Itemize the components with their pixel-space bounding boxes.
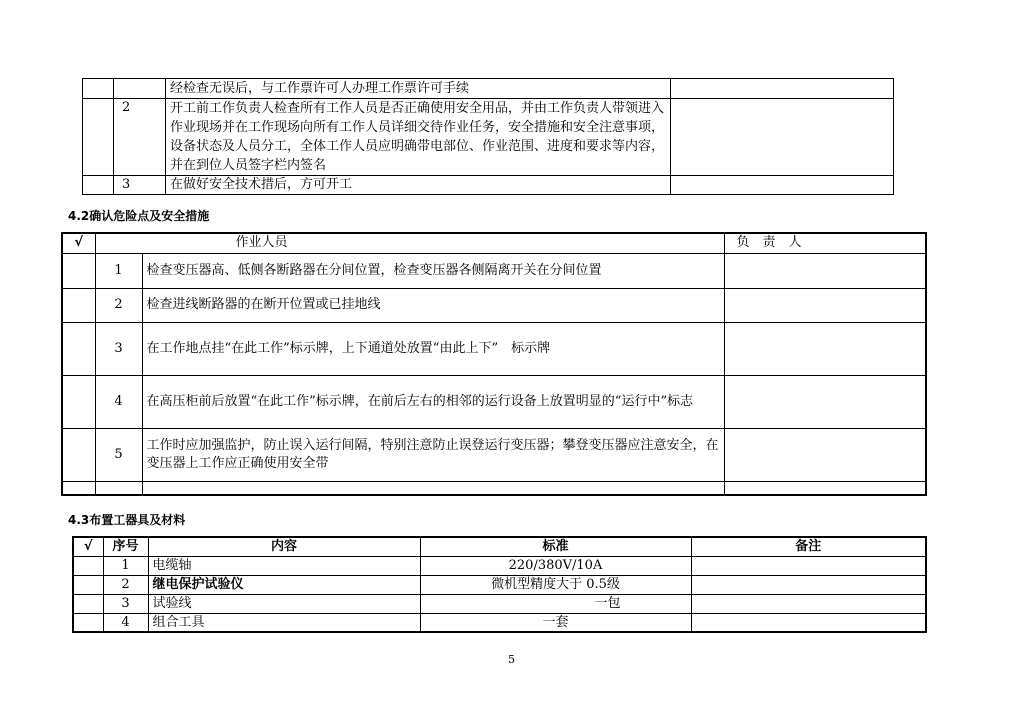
table-row [62,253,926,288]
table-row [73,575,926,594]
check-cell [73,594,103,613]
empty-cell [95,481,142,495]
seq-cell: 4 [103,613,148,632]
standard-cell: 一套 [420,613,691,632]
standard-cell: 220/380V/10A [420,556,691,575]
table-row [62,288,926,322]
content-cell: 组合工具 [148,613,420,632]
content-cell: 电缆轴 [148,556,420,575]
responsible-cell [724,253,926,288]
row-number: 3 [95,322,142,375]
work-procedure-table [82,78,894,195]
table-header-row [62,233,926,253]
check-cell [73,575,103,594]
remark-cell [691,575,926,594]
section-heading-4-3: 4.3布置工器具及材料 [68,513,186,527]
tools-materials-table [72,536,927,633]
check-cell [73,556,103,575]
table-row [73,613,926,632]
empty-cell [724,481,926,495]
empty-cell [142,481,724,495]
table-row [62,428,926,481]
content-cell: 试验线 [148,594,420,613]
section-heading-4-2: 4.2确认危险点及安全措施 [68,209,210,223]
row-number: 2 [114,99,166,176]
row-text: 检查变压器高、低侧各断路器在分间位置，检查变压器各侧隔离开关在分间位置 [142,253,724,288]
standard-header: 标准 [420,537,691,556]
row-number: 2 [95,288,142,322]
table-row [62,322,926,375]
seq-header: 序号 [103,537,148,556]
responsible-header: 负 责 人 [724,233,926,253]
table-row [83,176,894,195]
table-row [62,375,926,428]
row-text: 经检查无误后，与工作票许可人办理工作票许可手续 [166,79,671,99]
row-text: 检查进线断路器的在断开位置或已挂地线 [142,288,724,322]
content-cell: 继电保护试验仪 [148,575,420,594]
row-text: 在做好安全技术措后，方可开工 [166,176,671,195]
row-number: 5 [95,428,142,481]
remark-header: 备注 [691,537,926,556]
check-cell [62,428,95,481]
remark-cell [691,613,926,632]
responsible-cell [724,322,926,375]
check-cell [62,481,95,495]
remark-cell [691,594,926,613]
seq-cell: 1 [103,556,148,575]
check-cell [62,375,95,428]
row-text: 在高压柜前后放置“在此工作”标示牌，在前后左右的相邻的运行设备上放置明显的“运行中”标志 [142,375,724,428]
standard-cell: 微机型精度大于 0.5级 [420,575,691,594]
check-cell [83,176,114,195]
check-header: √ [73,537,103,556]
row-number [114,79,166,99]
responsible-cell [724,375,926,428]
table-row [62,481,926,495]
responsible-cell [724,428,926,481]
page-number: 5 [508,653,515,666]
remark-cell [671,99,894,176]
check-cell [62,253,95,288]
responsible-cell [724,288,926,322]
row-number: 4 [95,375,142,428]
table-row [73,594,926,613]
remark-cell [671,176,894,195]
check-cell [62,322,95,375]
remark-cell [671,79,894,99]
standard-cell: 一包 [420,594,691,613]
content-header: 内容 [148,537,420,556]
table-row [83,99,894,176]
check-cell [83,79,114,99]
seq-cell: 2 [103,575,148,594]
remark-cell [691,556,926,575]
check-cell [73,613,103,632]
row-text: 工作时应加强监护，防止误入运行间隔，特别注意防止误登运行变压器；攀登变压器应注意安全，在变压器上工作应正确使用安全带 [142,428,724,481]
check-header: √ [62,233,95,253]
row-number: 1 [95,253,142,288]
staff-header: 作业人员 [95,233,724,253]
check-cell [62,288,95,322]
hazard-measures-table [61,232,927,496]
check-cell [83,99,114,176]
row-text: 在工作地点挂“在此工作”标示牌，上下通道处放置“由此上下” 标示牌 [142,322,724,375]
table-header-row [73,537,926,556]
table-row [73,556,926,575]
row-text: 开工前工作负责人检查所有工作人员是否正确使用安全用品，并由工作负责人带领进入作业现场并在工作现场向所有工作人员详细交待作业任务，安全措施和安全注意事项，设备状态及人员分工，全体工作人员应明确带电部位、作业范围、进度和要求等内容，并在到位人员签字栏内签名 [166,99,671,176]
table-row [83,79,894,99]
seq-cell: 3 [103,594,148,613]
row-number: 3 [114,176,166,195]
